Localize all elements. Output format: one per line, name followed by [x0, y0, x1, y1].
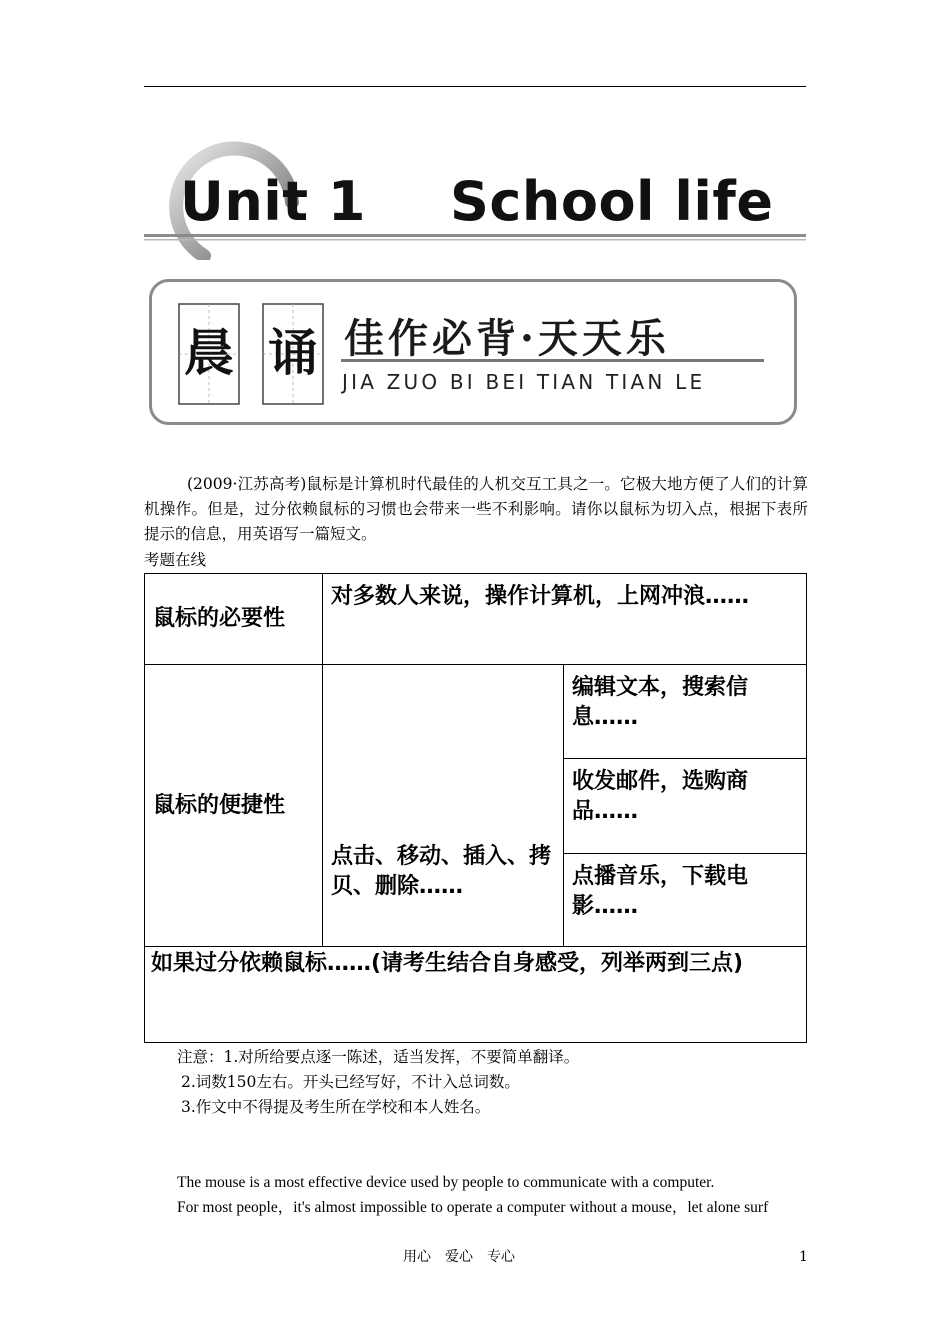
- table-row: [145, 665, 807, 759]
- convenience-use: 编辑文本，搜索信息……: [564, 665, 807, 759]
- convenience-label: 鼠标的便捷性: [145, 665, 323, 947]
- recite-char: 诵: [268, 323, 318, 382]
- page-number: 1: [799, 1249, 808, 1265]
- necessity-text: 对多数人来说，操作计算机，上网冲浪……: [323, 574, 807, 665]
- note-line: 注意：1.对所给要点逐一陈述，适当发挥，不要简单翻译。: [177, 1048, 580, 1066]
- unit-name: School life: [450, 170, 774, 233]
- table-row: [145, 574, 807, 665]
- essay-line: For most people，it's almost impossible to operate a computer without a mouse，let alone surf: [177, 1199, 769, 1216]
- necessity-label: 鼠标的必要性: [145, 574, 323, 665]
- header-rule: [144, 86, 806, 87]
- section-label: 考题在线: [144, 551, 207, 569]
- convenience-use: 收发邮件，选购商品……: [564, 759, 807, 854]
- banner-pinyin: JIA ZUO BI BEI TIAN TIAN LE: [342, 370, 706, 394]
- prompt-table: [144, 573, 807, 1043]
- overreliance-text: 如果过分依赖鼠标……(请考生结合自身感受，列举两到三点): [145, 947, 807, 1043]
- essay-line: The mouse is a most effective device used by people to communicate with a computer.: [177, 1174, 715, 1191]
- convenience-actions: 点击、移动、插入、拷贝、删除……: [323, 665, 564, 947]
- unit-number: Unit 1: [180, 170, 366, 233]
- morning-char: 晨: [184, 323, 234, 382]
- unit-title: [180, 170, 774, 233]
- convenience-use: 点播音乐，下载电影……: [564, 854, 807, 947]
- intro-paragraph: (2009·江苏高考)鼠标是计算机时代最佳的人机交互工具之一。它极大地方便了人们的计算机操作。但是，过分依赖鼠标的习惯也会带来一些不利影响。请你以鼠标为切入点，根据下表所提示的信息，用英语写一篇短文。: [144, 475, 808, 543]
- banner-heading: 佳作必背·天天乐: [344, 315, 670, 362]
- note-line: 2.词数150左右。开头已经写好，不计入总词数。: [181, 1073, 520, 1091]
- table-row: [145, 947, 807, 1043]
- note-line: 3.作文中不得提及考生所在学校和本人姓名。: [181, 1098, 491, 1116]
- footer-motto: 用心 爱心 专心: [403, 1249, 515, 1265]
